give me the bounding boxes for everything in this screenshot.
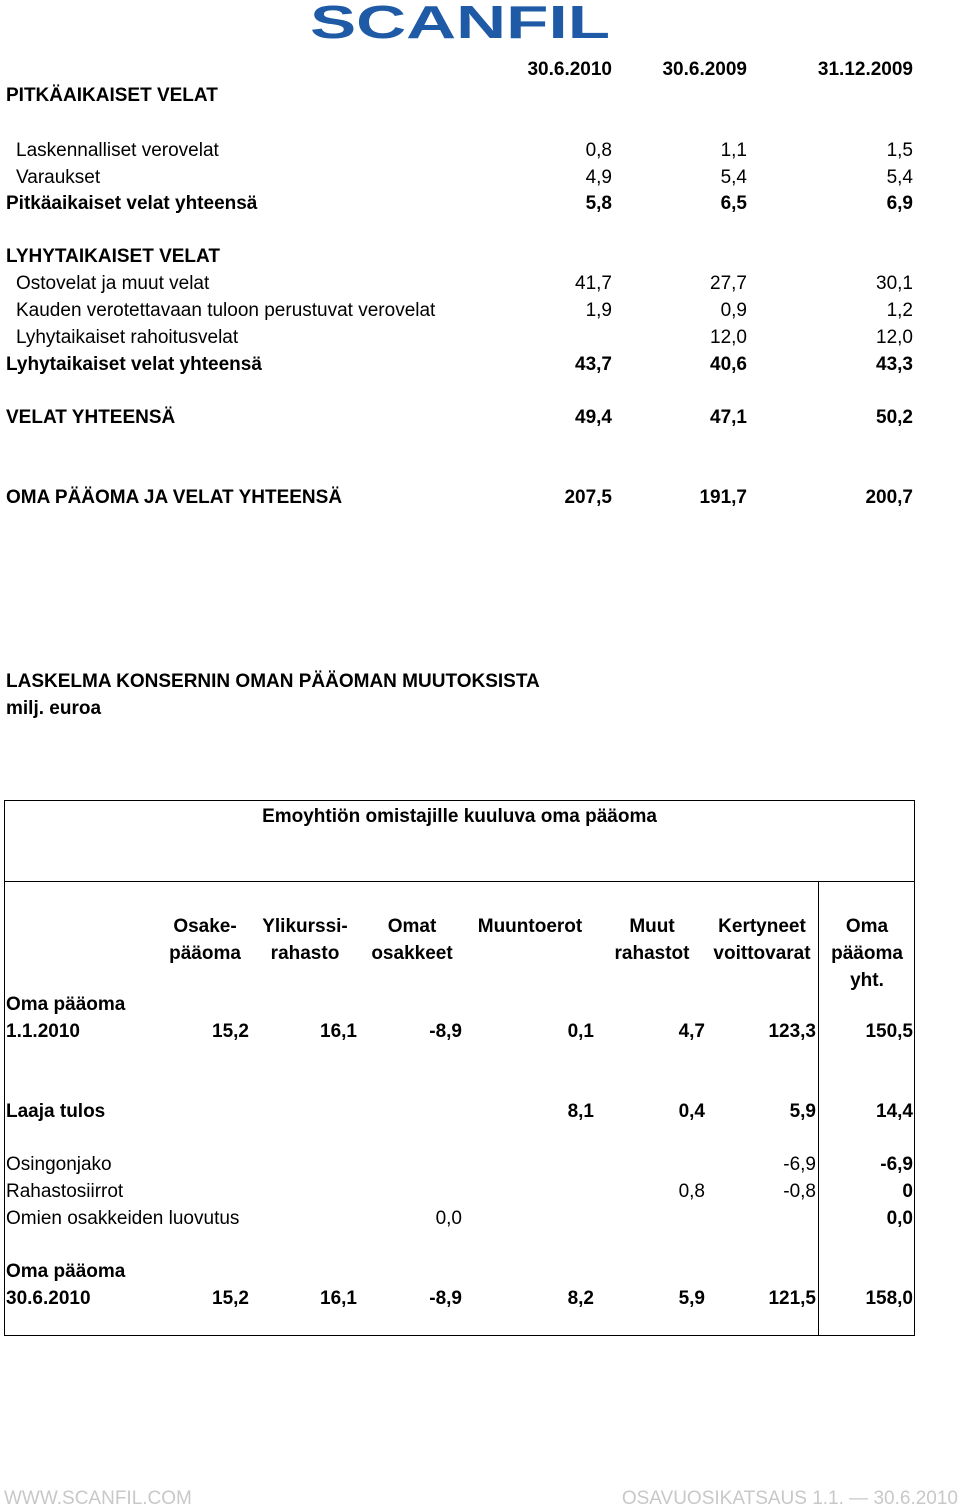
- col-header-oma-paaoma-yht: [822, 913, 912, 994]
- row-label: 30.6.2010: [6, 1288, 91, 1309]
- cell: 4,7: [678, 1021, 705, 1042]
- cell: 1,1: [720, 140, 747, 161]
- section-long-title: PITKÄAIKAISET VELAT: [6, 85, 218, 106]
- cell: 16,1: [320, 1021, 357, 1042]
- row-label: Laaja tulos: [6, 1101, 106, 1122]
- row-label: Laskennalliset verovelat: [16, 140, 219, 161]
- col-header-line: pääoma: [169, 943, 241, 964]
- cell: 6,9: [886, 193, 913, 214]
- footer-report-title: OSAVUOSIKATSAUS 1.1. — 30.6.2010: [621, 1488, 958, 1509]
- cell: 200,7: [865, 487, 913, 508]
- row-label: Kauden verotettavaan tuloon perustuvat verovelat: [16, 300, 436, 321]
- row-label: Ostovelat ja muut velat: [16, 273, 210, 294]
- cell: 191,7: [699, 487, 747, 508]
- cell: 30,1: [876, 273, 913, 294]
- cell: -6,9: [783, 1154, 816, 1175]
- cell: -0,8: [783, 1181, 816, 1202]
- footer-website: WWW.SCANFIL.COM: [4, 1488, 192, 1509]
- cell: 27,7: [710, 273, 747, 294]
- row-label: Lyhytaikaiset rahoitusvelat: [16, 327, 239, 348]
- col-header-line: Ylikurssi-: [262, 916, 348, 937]
- col-header-line: rahasto: [270, 943, 340, 964]
- row-label: Oma pääoma: [6, 1261, 126, 1282]
- col-header-line: Muuntoerot: [477, 916, 583, 937]
- cell: 8,1: [567, 1101, 594, 1122]
- col-header-line: osakkeet: [371, 943, 453, 964]
- cell: 6,5: [720, 193, 747, 214]
- cell: 1,2: [886, 300, 913, 321]
- equity-unit: milj. euroa: [6, 698, 102, 719]
- cell: 150,5: [865, 1021, 913, 1042]
- col-header-omat-osakkeet: [362, 913, 462, 967]
- scanfil-logo: [308, 0, 613, 42]
- cell: 12,0: [710, 327, 747, 348]
- table-divider: [818, 881, 819, 1336]
- row-label: Omien osakkeiden luovutus: [6, 1208, 240, 1229]
- row-label: Pitkäaikaiset velat yhteensä: [6, 193, 258, 214]
- section-short-title: LYHYTAIKAISET VELAT: [6, 246, 220, 267]
- col-header-line: yht.: [850, 970, 884, 991]
- cell: -6,9: [880, 1154, 913, 1175]
- logo-text: SCANFIL: [310, 0, 610, 42]
- col-header-ylikurssirahasto: [255, 913, 355, 967]
- col-header-kertyneet-voittovarat: [707, 913, 817, 967]
- cell: 49,4: [575, 407, 612, 428]
- cell: 43,3: [876, 354, 913, 375]
- row-label: Varaukset: [16, 167, 101, 188]
- row-label: Rahastosiirrot: [6, 1181, 124, 1202]
- cell: 0,8: [585, 140, 612, 161]
- cell: 5,4: [720, 167, 747, 188]
- cell: 0,0: [435, 1208, 462, 1229]
- cell: 158,0: [865, 1288, 913, 1309]
- col-header-line: Kertyneet: [718, 916, 806, 937]
- cell: 14,4: [876, 1101, 913, 1122]
- row-label: Oma pääoma: [6, 994, 126, 1015]
- cell: 0,4: [678, 1101, 705, 1122]
- cell: 5,9: [678, 1288, 705, 1309]
- cell: 5,4: [886, 167, 913, 188]
- cell: 5,9: [789, 1101, 816, 1122]
- cell: 41,7: [575, 273, 612, 294]
- row-label: Osingonjako: [6, 1154, 112, 1175]
- equity-group-header: Emoyhtiön omistajille kuuluva oma pääoma: [262, 806, 657, 827]
- col-header-muuntoerot: [470, 913, 590, 940]
- cell: 207,5: [564, 487, 612, 508]
- cell: 50,2: [876, 407, 913, 428]
- col-header-2: 30.6.2009: [662, 59, 747, 80]
- cell: 123,3: [768, 1021, 816, 1042]
- cell: 15,2: [212, 1021, 249, 1042]
- col-header-line: pääoma: [831, 943, 903, 964]
- cell: -8,9: [429, 1021, 462, 1042]
- cell: 5,8: [585, 193, 612, 214]
- cell: 1,5: [886, 140, 913, 161]
- row-label: Lyhytaikaiset velat yhteensä: [6, 354, 262, 375]
- cell: 8,2: [567, 1288, 594, 1309]
- cell: -8,9: [429, 1288, 462, 1309]
- cell: 47,1: [710, 407, 747, 428]
- cell: 16,1: [320, 1288, 357, 1309]
- cell: 1,9: [585, 300, 612, 321]
- cell: 0,9: [720, 300, 747, 321]
- row-label: OMA PÄÄOMA JA VELAT YHTEENSÄ: [6, 487, 343, 508]
- cell: 0,0: [886, 1208, 913, 1229]
- col-header-1: 30.6.2010: [527, 59, 612, 80]
- col-header-3: 31.12.2009: [817, 59, 913, 80]
- row-label: 1.1.2010: [6, 1021, 80, 1042]
- cell: 0,8: [678, 1181, 705, 1202]
- cell: 121,5: [768, 1288, 816, 1309]
- cell: 0,1: [567, 1021, 594, 1042]
- col-header-line: Oma: [845, 916, 889, 937]
- cell: 40,6: [710, 354, 747, 375]
- col-header-line: Muut: [629, 916, 675, 937]
- col-header-line: Osake-: [173, 916, 237, 937]
- equity-title: LASKELMA KONSERNIN OMAN PÄÄOMAN MUUTOKSISTA: [6, 671, 540, 692]
- col-header-line: rahastot: [614, 943, 690, 964]
- cell: 12,0: [876, 327, 913, 348]
- cell: 4,9: [585, 167, 612, 188]
- cell: 43,7: [575, 354, 612, 375]
- table-divider: [4, 881, 915, 882]
- cell: 15,2: [212, 1288, 249, 1309]
- col-header-muut-rahastot: [602, 913, 702, 967]
- col-header-line: Omat: [387, 916, 437, 937]
- col-header-osakepaaoma: [160, 913, 250, 967]
- row-label: VELAT YHTEENSÄ: [6, 407, 176, 428]
- col-header-line: voittovarat: [713, 943, 811, 964]
- cell: 0: [902, 1181, 913, 1202]
